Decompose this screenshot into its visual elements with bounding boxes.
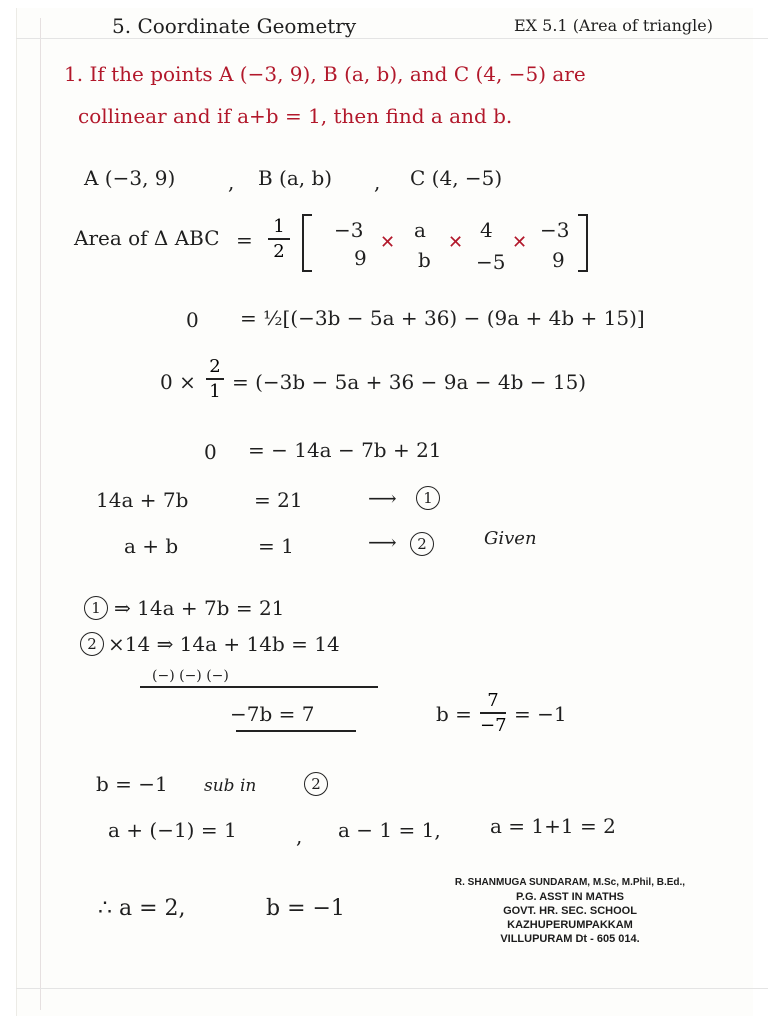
stamp-town: KAZHUPERUMPAKKAM [507, 919, 633, 931]
margin-line [40, 18, 41, 1010]
question-line-1: 1. If the points A (−3, 9), B (a, b), and C (4, −5) are [64, 62, 586, 86]
elim-eq2: ×14 ⇒ 14a + 14b = 14 [108, 632, 340, 656]
step1-lhs: 0 [186, 308, 199, 332]
matrix-top-2: a [414, 218, 426, 242]
elim-eq2-number: 2 [80, 632, 108, 656]
elim-eq1-number: 1 [84, 596, 112, 620]
final-answer-a: ∴ a = 2, [98, 896, 186, 921]
teacher-stamp [452, 876, 688, 946]
sub-in-text: sub in [204, 776, 257, 796]
separator: , [374, 170, 381, 194]
equation-2-lhs: a + b [124, 534, 179, 558]
matrix-top-4: −3 [540, 218, 570, 242]
fraction-numerator: 7 [487, 690, 499, 711]
matrix-bottom-4: 9 [552, 248, 565, 272]
step2-rhs: = (−3b − 5a + 36 − 9a − 4b − 15) [232, 370, 587, 394]
ruled-line [16, 38, 768, 39]
fraction-denominator: −7 [480, 714, 507, 736]
stamp-school: GOVT. HR. SEC. SCHOOL [503, 905, 637, 917]
equation-number-1: 1 [416, 486, 444, 510]
underline [236, 730, 356, 732]
substitution-step-1: a + (−1) = 1 [108, 818, 237, 842]
stamp-name: R. SHANMUGA SUNDARAM, M.Sc, M.Phil, B.Ed., [454, 877, 686, 888]
fraction-denominator: 1 [209, 380, 221, 402]
half-fraction [268, 216, 290, 262]
step3-lhs: 0 [204, 440, 217, 464]
area-label: Area of Δ ABC [74, 226, 220, 250]
separator: , [296, 824, 303, 848]
cross-multiply-mark: ✕ [380, 232, 396, 253]
matrix-bottom-3: −5 [476, 250, 506, 274]
point-b: B (a, b) [258, 166, 333, 190]
equation-1-lhs: 14a + 7b [96, 488, 189, 512]
exercise-label: EX 5.1 (Area of triangle) [514, 16, 713, 35]
notebook-page [16, 8, 753, 1016]
step3-rhs: = − 14a − 7b + 21 [248, 438, 442, 462]
left-bracket [302, 214, 312, 272]
elim-eq1: ⇒ 14a + 7b = 21 [114, 596, 285, 620]
b-value: b = −1 [96, 772, 168, 796]
fraction-bar [480, 712, 506, 714]
fraction-bar [206, 378, 224, 380]
subtraction-signs: (−) (−) (−) [152, 668, 229, 684]
separator: , [228, 170, 235, 194]
ruled-line [16, 988, 768, 989]
arrow-icon: ⟶ [368, 530, 397, 554]
arrow-icon: ⟶ [368, 486, 397, 510]
final-answer-b: b = −1 [266, 896, 345, 921]
fraction-numerator: 1 [273, 216, 285, 237]
question-line-2: collinear and if a+b = 1, then find a and b. [78, 104, 513, 128]
matrix-top-1: −3 [334, 218, 364, 242]
fraction-bar [268, 238, 290, 240]
b-solution-result: = −1 [514, 702, 567, 726]
subtraction-line [140, 686, 378, 688]
stamp-district: VILLUPURAM Dt - 605 014. [500, 933, 640, 945]
matrix-bottom-1: 9 [354, 246, 367, 270]
chapter-title: 5. Coordinate Geometry [112, 14, 357, 38]
elim-result: −7b = 7 [230, 702, 315, 726]
substitution-step-2: a − 1 = 1, [338, 818, 441, 842]
equation-2-rhs: = 1 [258, 534, 294, 558]
point-c: C (4, −5) [410, 166, 503, 190]
right-bracket [578, 214, 588, 272]
matrix-bottom-2: b [418, 248, 431, 272]
b-fraction [480, 690, 506, 736]
step1-rhs: = ½[(−3b − 5a + 36) − (9a + 4b + 15)] [240, 306, 645, 330]
stamp-designation: P.G. ASST IN MATHS [516, 891, 624, 903]
substitution-step-3: a = 1+1 = 2 [490, 814, 616, 838]
equation-1-rhs: = 21 [254, 488, 303, 512]
fraction-denominator: 2 [273, 240, 285, 262]
cross-multiply-mark: ✕ [512, 232, 528, 253]
cross-multiply-mark: ✕ [448, 232, 464, 253]
sub-equation-number: 2 [304, 772, 332, 796]
matrix-top-3: 4 [480, 218, 493, 242]
point-a: A (−3, 9) [84, 166, 176, 190]
equation-number-2: 2 [410, 532, 438, 556]
fraction-numerator: 2 [209, 356, 221, 377]
two-over-one-fraction [206, 356, 224, 402]
given-note: Given [484, 528, 537, 549]
b-solution-label: b = [436, 702, 472, 726]
step2-lhs: 0 × [160, 370, 196, 394]
equals-sign: = [236, 228, 253, 252]
